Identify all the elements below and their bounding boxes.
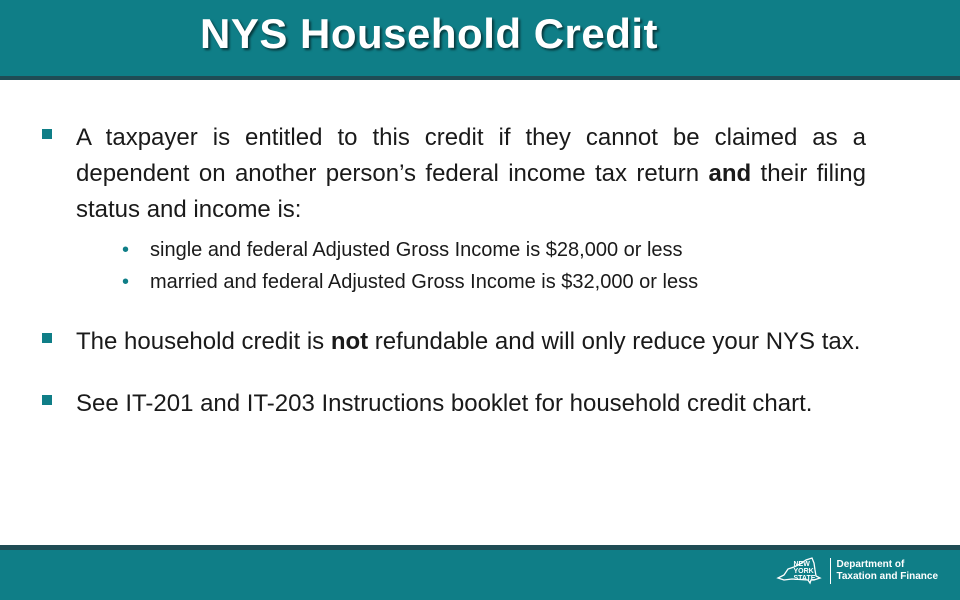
sub-bullet-married: • married and federal Adjusted Gross Income is $32,000 or less: [122, 266, 866, 298]
bullet-see-instructions: [42, 386, 922, 422]
bold-not: not: [330, 328, 369, 355]
square-bullet-icon: [42, 333, 52, 343]
sub-bullet-single: • single and federal Adjusted Gross Income is $28,000 or less: [122, 234, 866, 266]
department-name: Department of Taxation and Finance: [836, 559, 938, 582]
slide-content: [42, 120, 922, 422]
nys-logo-text: NEW YORK STATE: [793, 560, 816, 582]
dot-bullet-icon: •: [122, 271, 130, 293]
bullet-eligibility-text: A taxpayer is entitled to this credit if they cannot be claimed as a dependent on another person’s federal income tax return and their filing status and income is:: [76, 124, 866, 223]
logo-divider: [830, 558, 831, 584]
bullet-eligibility: [42, 120, 922, 298]
bullet-see-instructions-text: See IT-201 and IT-203 Instructions booklet for household credit chart.: [76, 390, 813, 417]
nys-dtf-logo: [774, 556, 939, 586]
square-bullet-icon: [42, 395, 52, 405]
bold-and: and: [708, 160, 752, 187]
square-bullet-icon: [42, 129, 52, 139]
slide-title: NYS Household Credit: [200, 10, 659, 57]
footer-bar: [0, 545, 960, 600]
header-bar: [0, 0, 960, 80]
bullet-not-refundable-text: The household credit is not refundable and will only reduce your NYS tax.: [76, 328, 861, 355]
dot-bullet-icon: •: [122, 239, 130, 261]
income-sub-list: [122, 234, 866, 298]
bullet-not-refundable: [42, 324, 922, 360]
